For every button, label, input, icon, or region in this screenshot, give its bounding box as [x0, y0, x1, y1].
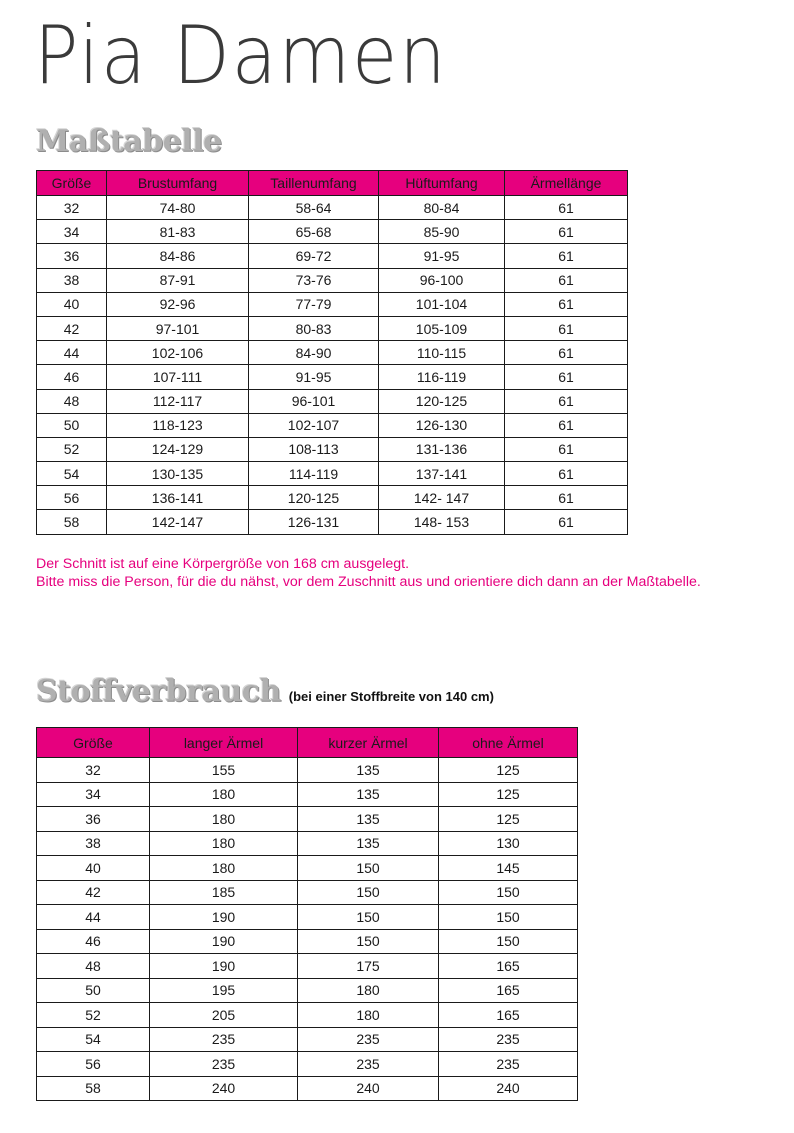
fabric-table-cell: 235 [298, 1027, 439, 1052]
measurement-table-cell: 114-119 [249, 462, 379, 486]
measurement-table-cell: 50 [37, 413, 107, 437]
fabric-table-cell: 32 [37, 758, 150, 783]
measurement-table-row [37, 341, 628, 365]
measurement-table-cell: 96-100 [379, 268, 505, 292]
fabric-table-cell: 180 [298, 1003, 439, 1028]
measurement-table-cell: 107-111 [107, 365, 249, 389]
fabric-table-row [37, 1076, 578, 1101]
measurement-table-column-header: Hüftumfang [379, 171, 505, 196]
measurement-table-cell: 61 [505, 389, 628, 413]
measurement-table-cell: 108-113 [249, 437, 379, 461]
measurement-table-cell: 69-72 [249, 244, 379, 268]
fabric-table-cell: 190 [150, 929, 298, 954]
fabric-table-row [37, 954, 578, 979]
measurement-table-cell: 56 [37, 486, 107, 510]
fabric-table-cell: 165 [439, 954, 578, 979]
measurement-table-cell: 92-96 [107, 292, 249, 316]
measurement-table-column-header: Ärmellänge [505, 171, 628, 196]
fabric-table-cell: 150 [439, 880, 578, 905]
measurement-table-cell: 81-83 [107, 220, 249, 244]
measurement-table-cell: 136-141 [107, 486, 249, 510]
measurement-table-cell: 118-123 [107, 413, 249, 437]
fabric-table-cell: 180 [150, 856, 298, 881]
fabric-table-row [37, 1027, 578, 1052]
fabric-table-row [37, 978, 578, 1003]
measurement-table-cell: 61 [505, 510, 628, 534]
fabric-table-cell: 125 [439, 807, 578, 832]
measurement-table-cell: 112-117 [107, 389, 249, 413]
measurement-table [36, 170, 628, 535]
measurement-table-cell: 97-101 [107, 316, 249, 340]
measurement-table-cell: 126-131 [249, 510, 379, 534]
fabric-table-cell: 240 [298, 1076, 439, 1101]
measurement-table-cell: 48 [37, 389, 107, 413]
measurement-table-column-header: Brustumfang [107, 171, 249, 196]
measurement-table-cell: 84-86 [107, 244, 249, 268]
measurement-table-cell: 137-141 [379, 462, 505, 486]
measurement-table-row [37, 316, 628, 340]
fabric-table-column-header: Größe [37, 728, 150, 758]
fabric-table-cell: 36 [37, 807, 150, 832]
measurement-table-row [37, 462, 628, 486]
fabric-table-cell: 135 [298, 831, 439, 856]
measurement-table-cell: 40 [37, 292, 107, 316]
fabric-table-cell: 175 [298, 954, 439, 979]
measurement-table-cell: 110-115 [379, 341, 505, 365]
measurement-table-cell: 61 [505, 341, 628, 365]
fabric-table-body [37, 758, 578, 1101]
measurement-table-cell: 124-129 [107, 437, 249, 461]
measurement-table-cell: 91-95 [249, 365, 379, 389]
fabric-table-header [37, 728, 578, 758]
fabric-table-cell: 165 [439, 978, 578, 1003]
measurement-table-cell: 131-136 [379, 437, 505, 461]
fabric-table-cell: 130 [439, 831, 578, 856]
fabric-width-note: (bei einer Stoffbreite von 140 cm) [288, 689, 494, 704]
measurement-table-row [37, 437, 628, 461]
fabric-table-cell: 240 [439, 1076, 578, 1101]
fabric-table-row [37, 782, 578, 807]
measurement-table-cell: 77-79 [249, 292, 379, 316]
measurement-table-cell: 74-80 [107, 196, 249, 220]
measurement-table-column-header: Taillenumfang [249, 171, 379, 196]
fabric-table-row [37, 831, 578, 856]
fabric-table-cell: 50 [37, 978, 150, 1003]
measurement-table-row [37, 244, 628, 268]
measurement-table-cell: 34 [37, 220, 107, 244]
measurement-table-cell: 36 [37, 244, 107, 268]
measurement-table-header [37, 171, 628, 196]
measurement-table-row [37, 486, 628, 510]
fabric-table-cell: 58 [37, 1076, 150, 1101]
measurement-table-cell: 61 [505, 486, 628, 510]
measurement-table-cell: 130-135 [107, 462, 249, 486]
fabric-table-column-header: ohne Ärmel [439, 728, 578, 758]
fabric-table-cell: 185 [150, 880, 298, 905]
measurement-table-row [37, 389, 628, 413]
measurement-table-cell: 102-106 [107, 341, 249, 365]
measurement-table-cell: 61 [505, 413, 628, 437]
measurement-table-cell: 61 [505, 196, 628, 220]
fabric-table-column-header: langer Ärmel [150, 728, 298, 758]
fabric-table-cell: 48 [37, 954, 150, 979]
fabric-table-cell: 180 [150, 782, 298, 807]
fabric-table-cell: 180 [150, 807, 298, 832]
fabric-table-cell: 145 [439, 856, 578, 881]
page-title: Pia Damen [34, 9, 448, 102]
fabric-table-cell: 150 [298, 880, 439, 905]
fabric-table-cell: 42 [37, 880, 150, 905]
measurement-table-cell: 61 [505, 365, 628, 389]
fabric-table-cell: 190 [150, 954, 298, 979]
fabric-table-cell: 44 [37, 905, 150, 930]
measurement-table-cell: 61 [505, 316, 628, 340]
measurement-table-row [37, 268, 628, 292]
size-note-line-2: Bitte miss die Person, für die du nähst, vor dem Zuschnitt aus und orientiere dich dann an der Maßtabelle. [36, 574, 701, 590]
measurement-table-row [37, 196, 628, 220]
fabric-table-cell: 150 [439, 929, 578, 954]
measurement-table-cell: 44 [37, 341, 107, 365]
fabric-table-cell: 235 [298, 1052, 439, 1077]
fabric-table-cell: 150 [298, 905, 439, 930]
measurement-table-column-header: Größe [37, 171, 107, 196]
fabric-table-cell: 46 [37, 929, 150, 954]
measurement-table-row [37, 413, 628, 437]
measurement-table-cell: 32 [37, 196, 107, 220]
measurement-table-cell: 87-91 [107, 268, 249, 292]
fabric-table-cell: 235 [150, 1052, 298, 1077]
measurement-table-cell: 61 [505, 220, 628, 244]
fabric-table-cell: 150 [298, 929, 439, 954]
measurement-table-cell: 58-64 [249, 196, 379, 220]
fabric-table-row [37, 905, 578, 930]
fabric-table-row [37, 856, 578, 881]
fabric-table-cell: 235 [150, 1027, 298, 1052]
fabric-heading-row [36, 674, 494, 709]
measurement-table-cell: 42 [37, 316, 107, 340]
measurement-table-heading: Maßtabelle [36, 124, 222, 159]
fabric-table-cell: 205 [150, 1003, 298, 1028]
measurement-table-cell: 120-125 [379, 389, 505, 413]
measurement-table-row [37, 510, 628, 534]
measurement-table-cell: 58 [37, 510, 107, 534]
fabric-table-cell: 135 [298, 807, 439, 832]
size-note [36, 555, 701, 591]
fabric-table-cell: 135 [298, 758, 439, 783]
measurement-table-cell: 80-83 [249, 316, 379, 340]
measurement-table-cell: 142- 147 [379, 486, 505, 510]
fabric-table-cell: 180 [298, 978, 439, 1003]
measurement-table-row [37, 220, 628, 244]
measurement-table-cell: 52 [37, 437, 107, 461]
measurement-table-cell: 61 [505, 437, 628, 461]
measurement-table-cell: 96-101 [249, 389, 379, 413]
fabric-table-cell: 54 [37, 1027, 150, 1052]
measurement-table-cell: 61 [505, 268, 628, 292]
fabric-table-cell: 155 [150, 758, 298, 783]
fabric-table-cell: 52 [37, 1003, 150, 1028]
measurement-table-cell: 61 [505, 292, 628, 316]
measurement-table-cell: 85-90 [379, 220, 505, 244]
fabric-table-cell: 240 [150, 1076, 298, 1101]
fabric-table-cell: 190 [150, 905, 298, 930]
fabric-table-cell: 34 [37, 782, 150, 807]
measurement-table-cell: 120-125 [249, 486, 379, 510]
fabric-table-row [37, 1052, 578, 1077]
measurement-table-cell: 46 [37, 365, 107, 389]
fabric-table-cell: 125 [439, 758, 578, 783]
fabric-table-cell: 135 [298, 782, 439, 807]
fabric-table-cell: 56 [37, 1052, 150, 1077]
measurement-table-row [37, 292, 628, 316]
measurement-table-cell: 91-95 [379, 244, 505, 268]
fabric-table-cell: 165 [439, 1003, 578, 1028]
measurement-table-cell: 102-107 [249, 413, 379, 437]
measurement-table-cell: 65-68 [249, 220, 379, 244]
fabric-table-cell: 235 [439, 1052, 578, 1077]
measurement-table-cell: 61 [505, 462, 628, 486]
measurement-table-body [37, 196, 628, 535]
measurement-table-cell: 105-109 [379, 316, 505, 340]
fabric-table-cell: 38 [37, 831, 150, 856]
measurement-table-cell: 101-104 [379, 292, 505, 316]
fabric-table-cell: 150 [298, 856, 439, 881]
fabric-table-column-header: kurzer Ärmel [298, 728, 439, 758]
fabric-table-cell: 195 [150, 978, 298, 1003]
fabric-table-cell: 235 [439, 1027, 578, 1052]
fabric-table-cell: 150 [439, 905, 578, 930]
size-note-line-1: Der Schnitt ist auf eine Körpergröße von 168 cm ausgelegt. [36, 556, 410, 572]
fabric-table-cell: 180 [150, 831, 298, 856]
fabric-table-row [37, 1003, 578, 1028]
fabric-table-cell: 125 [439, 782, 578, 807]
fabric-table-heading: Stoffverbrauch [36, 674, 281, 709]
measurement-table-cell: 80-84 [379, 196, 505, 220]
fabric-table-row [37, 758, 578, 783]
measurement-table-cell: 148- 153 [379, 510, 505, 534]
measurement-table-cell: 38 [37, 268, 107, 292]
measurement-table-cell: 73-76 [249, 268, 379, 292]
measurement-table-cell: 84-90 [249, 341, 379, 365]
measurement-table-cell: 126-130 [379, 413, 505, 437]
measurement-table-cell: 116-119 [379, 365, 505, 389]
measurement-table-cell: 54 [37, 462, 107, 486]
fabric-table-row [37, 880, 578, 905]
measurement-table-cell: 61 [505, 244, 628, 268]
fabric-table-cell: 40 [37, 856, 150, 881]
fabric-table [36, 727, 578, 1101]
measurement-table-row [37, 365, 628, 389]
fabric-table-row [37, 807, 578, 832]
measurement-table-cell: 142-147 [107, 510, 249, 534]
fabric-table-row [37, 929, 578, 954]
